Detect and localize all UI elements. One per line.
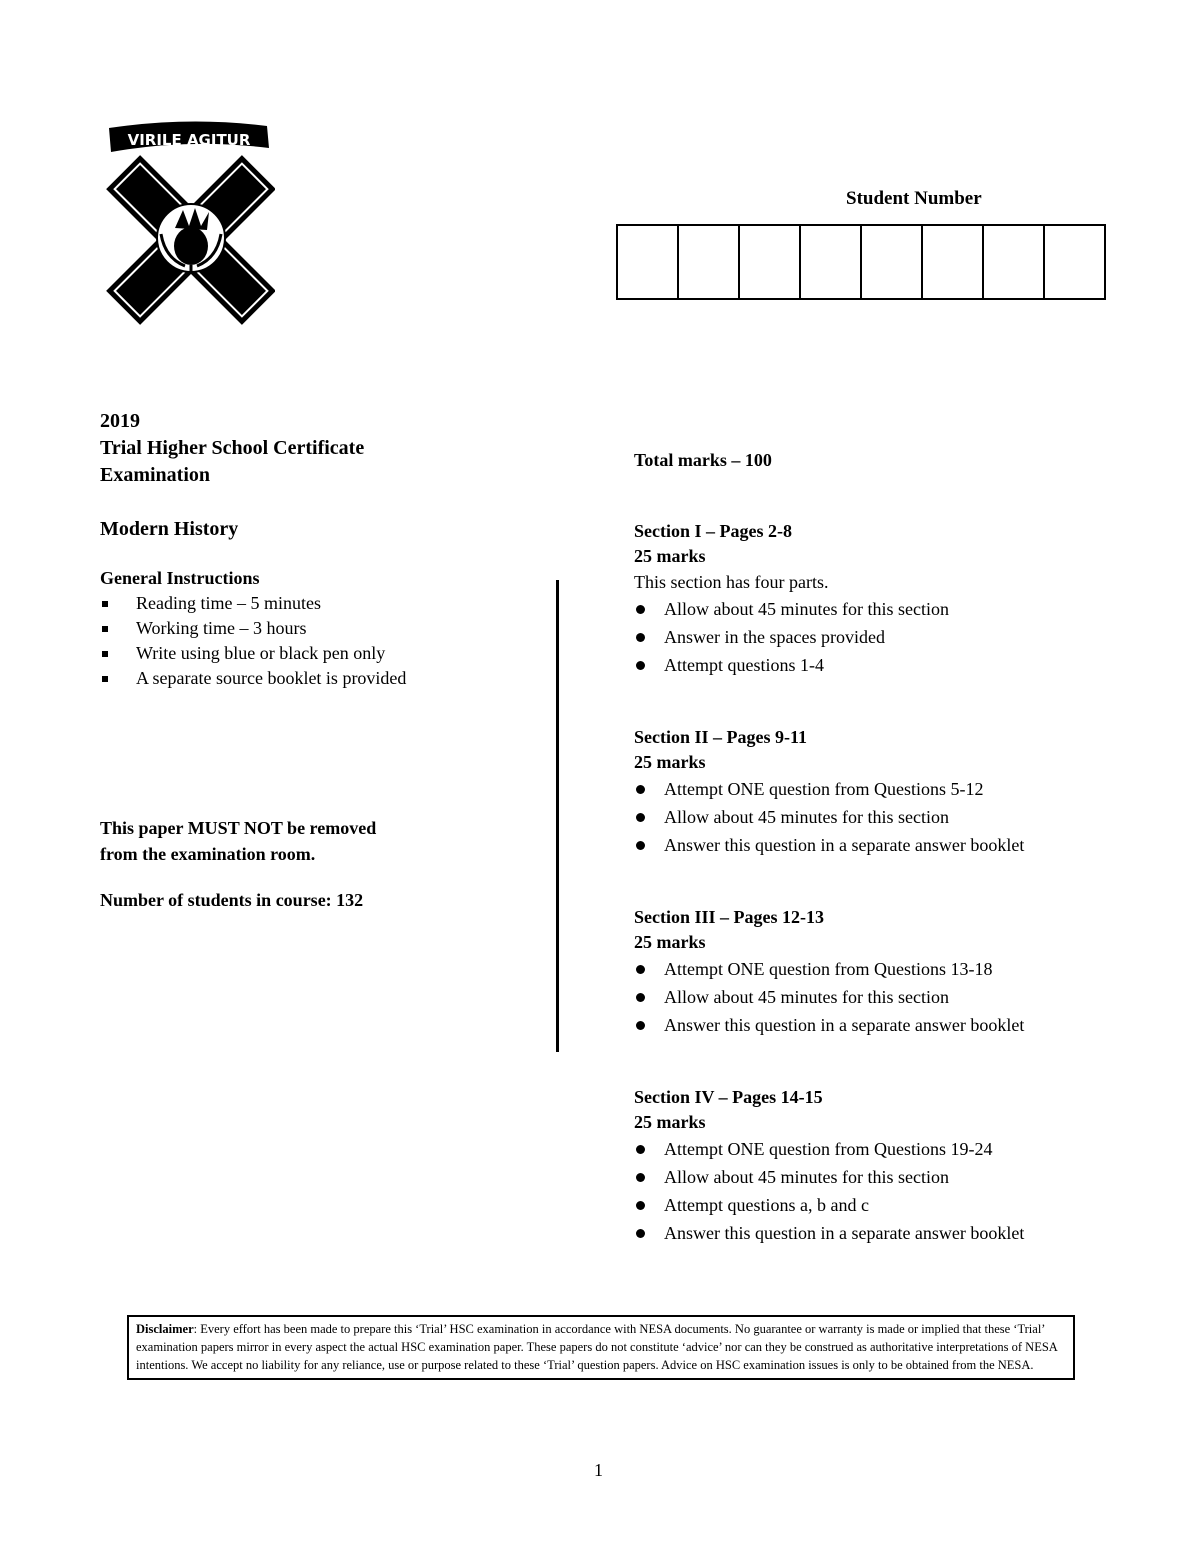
general-instructions-list	[100, 591, 530, 691]
student-number-box[interactable]	[740, 226, 801, 298]
logo-motto: VIRILE AGITUR	[127, 131, 251, 149]
removal-notice-line2: from the examination room.	[100, 844, 316, 864]
student-number-box[interactable]	[801, 226, 862, 298]
exam-title-line2: Examination	[100, 464, 211, 486]
section-instructions	[634, 955, 1174, 1039]
section-instructions	[634, 595, 1174, 679]
section-instruction-item: Allow about 45 minutes for this section	[634, 595, 1174, 623]
page-number: 1	[594, 1460, 603, 1480]
section-instruction-item: Answer this question in a separate answer booklet	[634, 1219, 1174, 1247]
instruction-item: Reading time – 5 minutes	[100, 591, 530, 616]
section-instruction-item: Answer this question in a separate answer booklet	[634, 831, 1174, 859]
section-instruction-item: Allow about 45 minutes for this section	[634, 803, 1174, 831]
section-marks: 25 marks	[634, 1112, 706, 1132]
section-instruction-item: Answer in the spaces provided	[634, 623, 1174, 651]
exam-year: 2019	[100, 410, 140, 432]
section-instructions	[634, 1135, 1174, 1247]
student-number-box[interactable]	[862, 226, 923, 298]
section-instruction-item: Allow about 45 minutes for this section	[634, 983, 1174, 1011]
section-block	[634, 725, 1174, 859]
school-crest-icon	[105, 118, 275, 328]
section-instruction-item: Answer this question in a separate answer booklet	[634, 1011, 1174, 1039]
section-title: Section II – Pages 9-11	[634, 727, 807, 747]
disclaimer-text: : Every effort has been made to prepare this ‘Trial’ HSC examination in accordance with NESA documents. No guarantee or warranty is made or implied that these ‘Trial’ examination papers mirror in every aspect the actual HSC examination paper. These papers do not constitute ‘advice’ nor can they be construed as authoritative interpretations of NESA intentions. We accept no liability for any reliance, use or purpose related to these ‘Trial’ question papers. Advice on HSC examination issues is only to be obtained from the NESA.	[136, 1322, 1058, 1372]
exam-title-line1: Trial Higher School Certificate	[100, 437, 365, 459]
section-marks: 25 marks	[634, 752, 706, 772]
removal-notice	[100, 815, 530, 867]
students-count: Number of students in course: 132	[100, 890, 364, 910]
student-number-box[interactable]	[923, 226, 984, 298]
general-instructions-heading: General Instructions	[100, 568, 260, 588]
section-block	[634, 1085, 1174, 1247]
section-block	[634, 519, 1174, 679]
student-number-box[interactable]	[679, 226, 740, 298]
instruction-item: Working time – 3 hours	[100, 616, 530, 641]
section-marks: 25 marks	[634, 932, 706, 952]
section-instruction-item: Attempt ONE question from Questions 19-24	[634, 1135, 1174, 1163]
school-logo	[105, 118, 275, 328]
total-marks: Total marks – 100	[634, 450, 772, 470]
student-number-label: Student Number	[846, 188, 982, 209]
instruction-item: Write using blue or black pen only	[100, 641, 530, 666]
section-instruction-item: Attempt ONE question from Questions 13-18	[634, 955, 1174, 983]
disclaimer-box	[127, 1315, 1075, 1380]
student-number-box[interactable]	[1045, 226, 1104, 298]
disclaimer-label: Disclaimer	[136, 1322, 194, 1336]
left-column	[100, 407, 530, 911]
section-instruction-item: Attempt questions a, b and c	[634, 1191, 1174, 1219]
section-instruction-item: Attempt ONE question from Questions 5-12	[634, 775, 1174, 803]
student-number-boxes	[616, 224, 1106, 300]
section-block	[634, 905, 1174, 1039]
section-title: Section I – Pages 2-8	[634, 521, 792, 541]
instruction-item: A separate source booklet is provided	[100, 666, 530, 691]
section-instruction-item: Attempt questions 1-4	[634, 651, 1174, 679]
column-divider	[556, 580, 559, 1052]
section-title: Section IV – Pages 14-15	[634, 1087, 823, 1107]
subject-title: Modern History	[100, 518, 239, 540]
section-description: This section has four parts.	[634, 572, 829, 592]
section-instruction-item: Allow about 45 minutes for this section	[634, 1163, 1174, 1191]
removal-notice-line1: This paper MUST NOT be removed	[100, 818, 377, 838]
section-title: Section III – Pages 12-13	[634, 907, 824, 927]
student-number-box[interactable]	[984, 226, 1045, 298]
section-instructions	[634, 775, 1174, 859]
student-number-box[interactable]	[618, 226, 679, 298]
section-marks: 25 marks	[634, 546, 706, 566]
right-column	[634, 450, 1174, 1247]
